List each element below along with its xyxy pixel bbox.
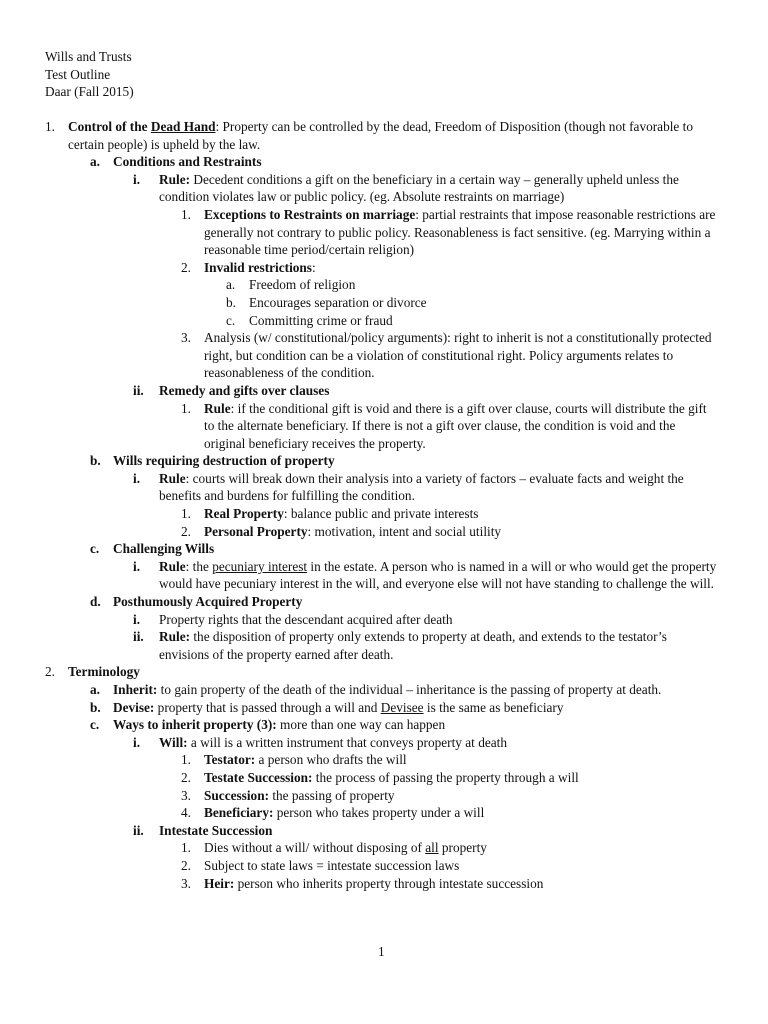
outline-body (0, 118, 768, 892)
outline-marker: c. (226, 312, 236, 328)
outline-text (113, 681, 720, 699)
outline-text (159, 628, 720, 663)
text-run: Property rights that the descendant acquired after death (159, 611, 453, 627)
outline-item-level-2 (0, 153, 720, 171)
outline-marker: ii. (133, 629, 144, 645)
outline-text (68, 663, 720, 681)
outline-marker: 2. (181, 259, 191, 275)
text-run: is the same as beneficiary (423, 699, 564, 715)
author-term: Daar (Fall 2015) (45, 84, 134, 100)
text-run: property that is passed through a will and (154, 699, 381, 715)
text-run: : balance public and private interests (283, 506, 479, 522)
outline-text (204, 787, 720, 805)
outline-text (204, 875, 720, 893)
bold-term: Succession: (204, 787, 270, 803)
bold-term: Terminology (68, 664, 140, 680)
outline-text (249, 294, 720, 312)
outline-marker: 1. (181, 400, 191, 416)
bold-term: Exceptions to Restraints on marriage (204, 206, 416, 222)
outline-item-level-2 (0, 681, 720, 699)
text-run: the process of passing the property through a will (312, 769, 579, 785)
outline-text (204, 259, 720, 277)
outline-item-level-3 (0, 611, 720, 629)
outline-item-level-3 (0, 470, 720, 505)
bold-term: Personal Property (204, 523, 308, 539)
bold-term: Invalid restrictions (204, 259, 312, 275)
outline-text (204, 206, 720, 259)
text-run: : courts will break down their analysis into a variety of factors – evaluate facts and weight the benefits and burdens for fulfilling the condition. (159, 470, 684, 504)
outline-marker: i. (133, 558, 141, 574)
outline-item-level-2 (0, 540, 720, 558)
text-run: Committing crime or fraud (249, 312, 393, 328)
bold-term: Inherit: (113, 682, 158, 697)
bold-term: Intestate Succession (159, 822, 273, 838)
bold-term: Will: (159, 734, 188, 750)
bold-term: Wills requiring destruction of property (113, 453, 335, 469)
text-run: person who inherits property through intestate succession (234, 875, 544, 891)
outline-marker: 3. (181, 875, 191, 891)
text-run: a will is a written instrument that conveys property at death (187, 734, 507, 750)
outline-text (68, 118, 720, 153)
text-run: more than one way can happen (276, 717, 446, 733)
outline-marker: 2. (45, 664, 55, 680)
text-run: a person who drafts the will (255, 752, 407, 768)
outline-item-level-2 (0, 593, 720, 611)
bold-term: Control of the (68, 119, 151, 134)
bold-term: Rule: (159, 629, 191, 645)
outline-marker: a. (226, 277, 236, 293)
bold-term: Remedy and gifts over clauses (159, 382, 330, 398)
outline-marker: i. (133, 171, 141, 187)
text-run: : (311, 259, 316, 275)
text-run: Analysis (w/ constitutional/policy arguments): right to inherit is not a constitutionally protected right, but condition can be a violation of constitutional right. Policy arguments relates to reasonableness of the condition. (204, 330, 712, 381)
outline-text (204, 857, 720, 875)
outline-marker: b. (226, 294, 236, 310)
outline-item-level-4 (0, 206, 720, 259)
outline-marker: 3. (181, 330, 191, 346)
bold-term: Heir: (204, 875, 235, 891)
text-run: property (438, 840, 487, 856)
outline-text (249, 276, 720, 294)
bold-term: Rule (159, 470, 186, 486)
outline-item-level-3 (0, 628, 720, 663)
bold-term: Devise: (113, 699, 155, 715)
outline-marker: b. (90, 453, 101, 469)
bold-term: Rule (204, 400, 231, 416)
outline-item-level-4 (0, 751, 720, 769)
outline-marker: c. (90, 717, 100, 733)
text-run: to gain property of the death of the individual – inheritance is the passing of property at death. (157, 682, 662, 697)
outline-marker: c. (90, 541, 100, 557)
outline-text (249, 312, 720, 330)
bold-term: Testate Succession: (204, 769, 313, 785)
underlined-text: Dead Hand (150, 119, 216, 134)
text-run: : motivation, intent and social utility (307, 523, 502, 539)
outline-item-level-4 (0, 329, 720, 382)
outline-text (159, 470, 720, 505)
outline-marker: 2. (181, 769, 191, 785)
outline-item-level-5 (0, 312, 720, 330)
outline-text (204, 804, 720, 822)
outline-text (113, 452, 720, 470)
outline-item-level-4 (0, 857, 720, 875)
text-run: Dies without a will/ without disposing of (204, 840, 426, 856)
text-run: in the estate. A person who is named in a will or who would get the property would have pecuniary interest in the will, and everyone else will not have standing to challenge the will. (159, 558, 717, 592)
outline-item-level-2 (0, 452, 720, 470)
outline-marker: 1. (181, 752, 191, 768)
underlined-text: all (425, 840, 439, 856)
outline-text (204, 329, 720, 382)
page-number: 1 (378, 944, 385, 959)
document-header (45, 48, 134, 101)
outline-item-level-4 (0, 787, 720, 805)
outline-item-level-5 (0, 294, 720, 312)
text-run: the passing of property (269, 787, 395, 803)
outline-item-level-4 (0, 259, 720, 277)
text-run: : partial restraints that impose reasonable restrictions are generally not contrary to public policy. Reasonableness is fact sensitive. (eg. Marrying within a reasonable time period/certain religion) (204, 206, 716, 258)
outline-marker: i. (133, 734, 141, 750)
outline-marker: 2. (181, 857, 191, 873)
outline-text (204, 751, 720, 769)
outline-marker: 4. (181, 805, 191, 821)
outline-item-level-5 (0, 276, 720, 294)
text-run: : Property can be controlled by the dead, Freedom of Disposition (though not favorable to certain people) is upheld by the law. (68, 119, 693, 152)
outline-marker: a. (90, 682, 100, 697)
bold-term: Ways to inherit property (3): (113, 717, 277, 733)
outline-text (113, 153, 720, 171)
outline-marker: 2. (181, 523, 191, 539)
outline-text (113, 699, 720, 717)
outline-item-level-3 (0, 734, 720, 752)
outline-item-level-1 (0, 663, 720, 681)
outline-item-level-4 (0, 769, 720, 787)
outline-text (159, 171, 720, 206)
outline-marker: ii. (133, 382, 144, 398)
outline-marker: 1. (181, 206, 191, 222)
outline-item-level-3 (0, 382, 720, 400)
outline-text (204, 400, 720, 453)
outline-text (204, 505, 720, 523)
text-run: the disposition of property only extends to property at death, and extends to the testator’s envisions of the property earned after death. (159, 629, 667, 662)
outline-item-level-4 (0, 400, 720, 453)
bold-term: Testator: (204, 752, 256, 768)
outline-text (113, 716, 720, 734)
underlined-text: pecuniary interest (212, 558, 308, 574)
bold-term: Rule (159, 558, 186, 574)
outline-item-level-1 (0, 118, 720, 153)
text-run: : if the conditional gift is void and there is a gift over clause, courts will distribute the gift to the alternate beneficiary. If there is not a gift over clause, the condition is void and the original beneficiary receives the property. (204, 400, 707, 451)
outline-text (159, 558, 720, 593)
outline-item-level-4 (0, 804, 720, 822)
bold-term: Rule: (159, 171, 191, 187)
outline-item-level-3 (0, 558, 720, 593)
outline-text (204, 839, 720, 857)
outline-text (159, 382, 720, 400)
outline-item-level-2 (0, 716, 720, 734)
bold-term: Posthumously Acquired Property (113, 594, 303, 610)
outline-item-level-3 (0, 822, 720, 840)
outline-text (159, 822, 720, 840)
text-run: person who takes property under a will (273, 805, 485, 821)
outline-marker: 3. (181, 787, 191, 803)
outline-item-level-2 (0, 699, 720, 717)
outline-marker: 1. (45, 119, 55, 134)
outline-item-level-4 (0, 505, 720, 523)
outline-text (159, 611, 720, 629)
course-title: Wills and Trusts (45, 49, 132, 64)
outline-marker: b. (90, 699, 101, 715)
bold-term: Beneficiary: (204, 805, 274, 821)
outline-item-level-3 (0, 171, 720, 206)
outline-marker: 1. (181, 506, 191, 522)
outline-item-level-4 (0, 523, 720, 541)
outline-marker: i. (133, 470, 141, 486)
outline-text (159, 734, 720, 752)
outline-marker: i. (133, 611, 141, 627)
bold-term: Conditions and Restraints (113, 154, 262, 170)
text-run: Subject to state laws = intestate succession laws (204, 857, 460, 873)
text-run: Decedent conditions a gift on the beneficiary in a certain way – generally upheld unless the condition violates law or public policy. (eg. Absolute restraints on marriage) (159, 171, 679, 205)
underlined-text: Devisee (380, 699, 424, 715)
text-run: Freedom of religion (249, 277, 356, 293)
text-run: : the (185, 558, 213, 574)
outline-marker: a. (90, 154, 100, 170)
outline-text (113, 540, 720, 558)
outline-text (204, 523, 720, 541)
outline-marker: d. (90, 594, 101, 610)
text-run: Encourages separation or divorce (249, 294, 427, 310)
outline-item-level-4 (0, 839, 720, 857)
outline-text (204, 769, 720, 787)
bold-term: Challenging Wills (113, 541, 215, 557)
outline-marker: ii. (133, 822, 144, 838)
document-title: Test Outline (45, 66, 111, 82)
bold-term: Real Property (204, 506, 284, 522)
outline-text (113, 593, 720, 611)
outline-marker: 1. (181, 840, 191, 856)
outline-item-level-4 (0, 875, 720, 893)
